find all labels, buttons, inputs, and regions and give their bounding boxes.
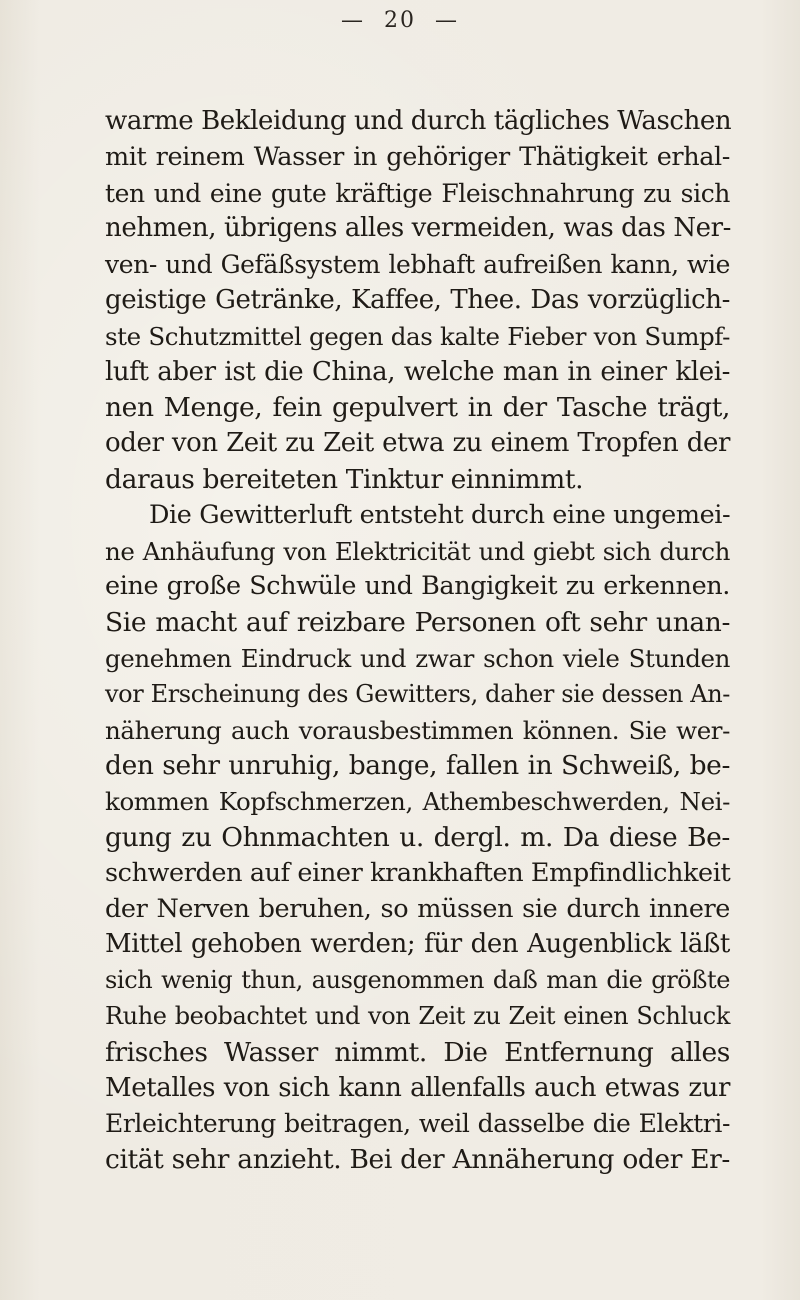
paragraph-start-line: Die Gewitterluft entsteht durch eine ungemei- — [149, 499, 731, 530]
text-line: nen Menge, fein gepulvert in der Tasche trägt, — [105, 392, 730, 424]
page-number: 20 — [384, 8, 416, 33]
page-header — [0, 8, 800, 33]
text-line: ste Schutzmittel gegen das kalte Fieber von Sumpf- — [105, 321, 730, 351]
text-line: näherung auch vorausbestimmen können. Sie wer- — [105, 715, 730, 745]
paragraph-end-line: daraus bereiteten Tinktur einnimmt. — [105, 463, 584, 495]
text-line: der Nerven beruhen, so müssen sie durch innere — [105, 893, 730, 924]
text-line: frisches Wasser nimmt. Die Entfernung alles — [105, 1036, 730, 1068]
text-line: Erleichterung beitragen, weil dasselbe die Elektri- — [105, 1109, 730, 1139]
text-line: geistige Getränke, Kaffee, Thee. Das vorzüglich- — [105, 284, 730, 315]
text-line: warme Bekleidung und durch tägliches Waschen — [105, 106, 732, 136]
text-line: sich wenig thun, ausgenommen daß man die größte — [105, 966, 730, 995]
header-dash-right: — — [435, 8, 459, 33]
text-line: ne Anhäufung von Elektricität und giebt sich durch — [105, 536, 730, 566]
text-line: luft aber ist die China, welche man in einer klei- — [105, 356, 730, 387]
text-line: schwerden auf einer krankhaften Empfindlichkeit — [105, 857, 731, 888]
body-text — [105, 104, 730, 1178]
text-line: den sehr unruhig, bange, fallen in Schweiß, be- — [105, 750, 730, 782]
text-line: vor Erscheinung des Gewitters, daher sie dessen An- — [105, 679, 730, 708]
text-line: kommen Kopfschmerzen, Athembeschwerden, Nei- — [105, 787, 730, 817]
text-line: Mittel gehoben werden; für den Augenblick läßt — [105, 929, 730, 960]
text-line: eine große Schwüle und Bangigkeit zu erkennen. — [105, 571, 730, 602]
text-line: cität sehr anzieht. Bei der Annäherung oder Er- — [105, 1144, 730, 1176]
text-line: oder von Zeit zu Zeit etwa zu einem Tropfen der — [105, 428, 730, 459]
text-line: Metalles von sich kann allenfalls auch etwas zur — [105, 1072, 730, 1103]
text-line: genehmen Eindruck und zwar schon viele Stunden — [105, 643, 730, 673]
text-line: ven- und Gefäßsystem lebhaft aufreißen kann, wie — [105, 250, 730, 280]
text-line: mit reinem Wasser in gehöriger Thätigkeit erhal- — [105, 141, 730, 172]
header-dash-left: — — [341, 8, 365, 33]
text-line: Sie macht auf reizbare Personen oft sehr unan- — [105, 607, 730, 639]
text-line: gung zu Ohnmachten u. dergl. m. Da diese Be- — [105, 821, 730, 853]
text-line: ten und eine gute kräftige Fleischnahrung zu sich — [105, 178, 730, 208]
text-line: Ruhe beobachtet und von Zeit zu Zeit einen Schluck — [105, 1001, 730, 1030]
text-line: nehmen, übrigens alles vermeiden, was das Ner- — [105, 213, 732, 244]
